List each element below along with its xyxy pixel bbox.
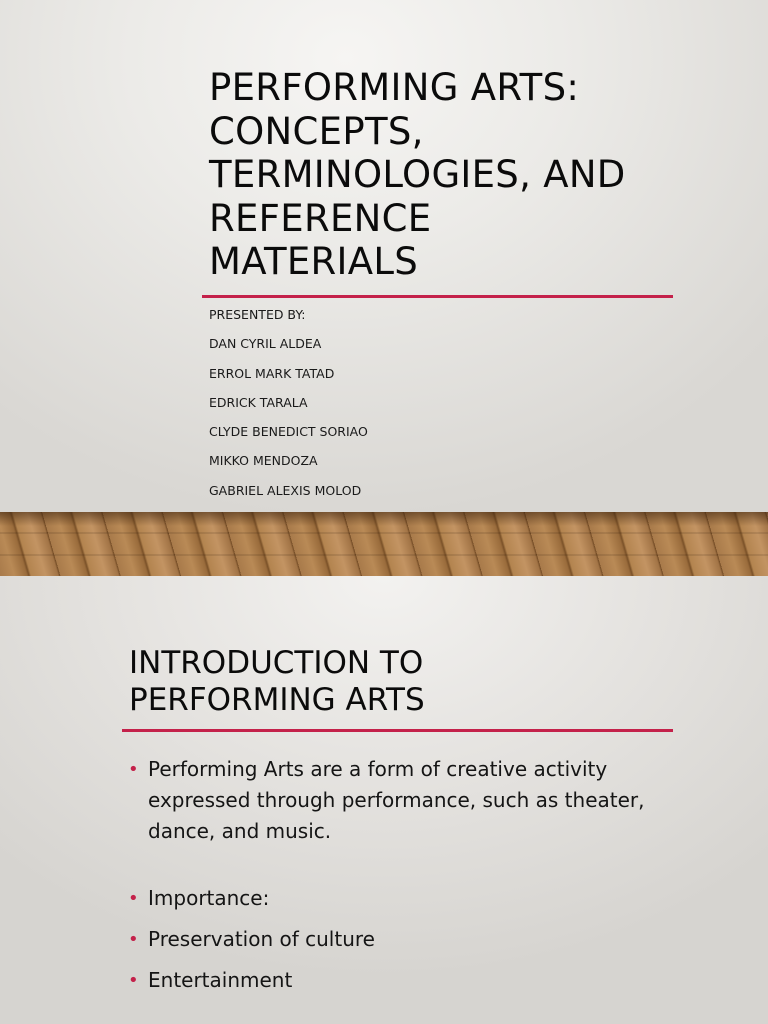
title-underline (122, 729, 673, 732)
list-item (128, 754, 648, 847)
bullet-text: Importance: (148, 886, 270, 910)
slide-1-title: PERFORMING ARTS: CONCEPTS, TERMINOLOGIES, AND REFERENCE MATERIALS (209, 66, 626, 283)
slide-2-title: INTRODUCTION TO PERFORMING ARTS (129, 645, 425, 718)
list-item (128, 965, 648, 996)
bullet-list (128, 754, 648, 996)
bullet-text: Entertainment (148, 968, 293, 992)
presenter-name: GABRIEL ALEXIS MOLOD (209, 482, 362, 498)
presented-by-label: PRESENTED BY: (209, 307, 306, 322)
presenter-name: MIKKO MENDOZA (209, 453, 318, 469)
bullet-dot-icon: • (128, 888, 139, 909)
bullet-text: Performing Arts are a form of creative activity expressed through performance, such as theater, dance, and music. (148, 757, 645, 843)
list-item (128, 883, 648, 914)
presenter-name: CLYDE BENEDICT SORIAO (209, 424, 368, 440)
bullet-dot-icon: • (128, 759, 139, 780)
presenter-name: DAN CYRIL ALDEA (209, 336, 322, 352)
presenter-name: EDRICK TARALA (209, 394, 308, 410)
presenter-list (209, 305, 368, 510)
bullet-text: Preservation of culture (148, 927, 375, 951)
wood-floor-image (0, 512, 768, 576)
title-underline (202, 295, 673, 298)
presenter-name: ERROL MARK TATAD (209, 365, 335, 381)
bullet-dot-icon: • (128, 970, 139, 991)
bullet-dot-icon: • (128, 929, 139, 950)
list-item (128, 924, 648, 955)
slide-introduction (0, 576, 768, 1024)
